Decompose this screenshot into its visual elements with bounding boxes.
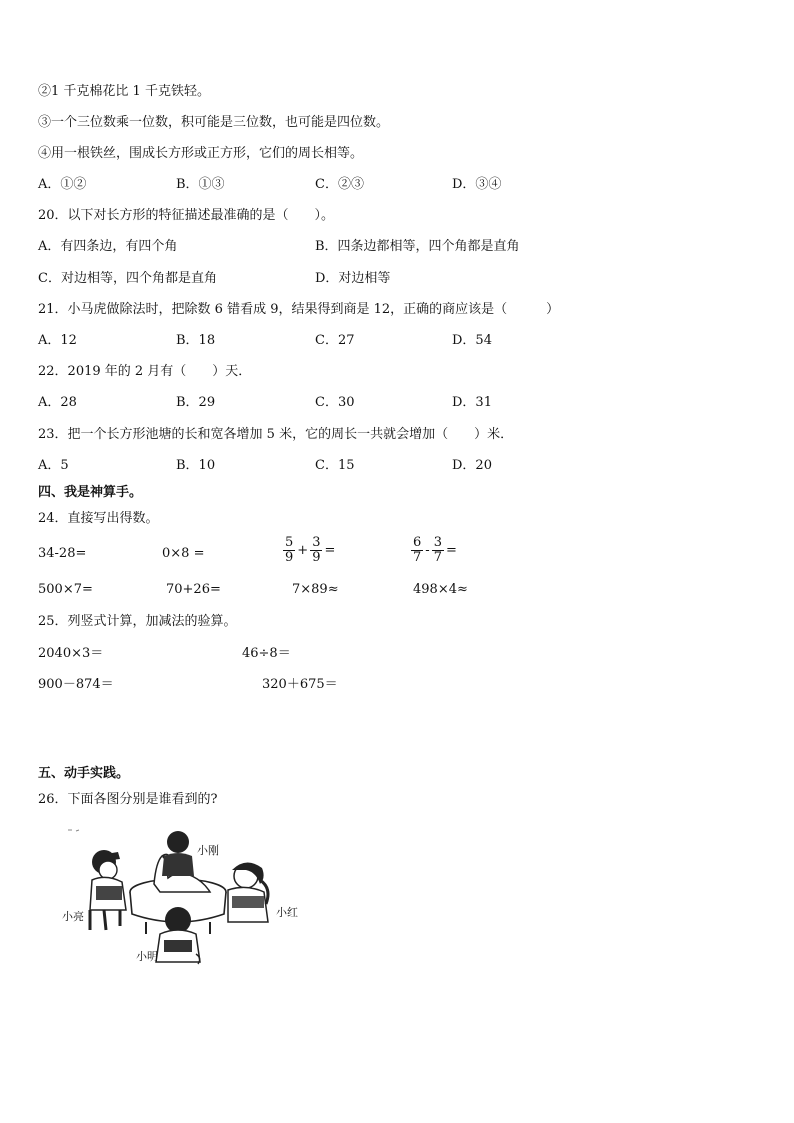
q25-item-1: 2040×3＝ — [38, 646, 104, 661]
q23-option-d: D．20 — [452, 458, 492, 473]
q23-stem: 23．把一个长方形池塘的长和宽各增加 5 米，它的周长一共就会增加（ ）米． — [38, 427, 514, 442]
q21-option-c: C．27 — [315, 333, 355, 348]
q21-option-d: D．54 — [452, 333, 492, 348]
label-xiaohong: 小红 — [276, 906, 298, 919]
q22-stem: 22．2019 年的 2 月有（ ）天． — [38, 364, 252, 379]
q22-option-d: D．31 — [452, 395, 492, 410]
q26-illustration — [60, 826, 320, 971]
q22-option-a: A．28 — [38, 395, 77, 410]
section-4-title: 四、我是神算手。 — [38, 485, 143, 500]
q21-stem: 21．小马虎做除法时，把除数 6 错看成 9，结果得到商是 12，正确的商应该是（ ） — [38, 302, 560, 317]
q24-item-2: 0×8 = — [162, 546, 205, 561]
q19-option-c: C．②③ — [315, 177, 364, 192]
q19-option-d: D．③④ — [452, 177, 502, 192]
q24-item-6: 70+26= — [166, 582, 221, 597]
label-xiaogang: 小刚 — [197, 844, 219, 857]
q24-fraction-expression-1 — [282, 536, 336, 565]
fraction — [432, 536, 444, 565]
statement-3: ③一个三位数乘一位数，积可能是三位数，也可能是四位数。 — [38, 115, 390, 130]
q21-option-a: A．12 — [38, 333, 77, 348]
q22-option-c: C．30 — [315, 395, 355, 410]
statement-4: ④用一根铁丝，围成长方形或正方形，它们的周长相等。 — [38, 146, 364, 161]
q26-stem: 26．下面各图分别是谁看到的? — [38, 792, 218, 807]
q24-item-5: 500×7= — [38, 582, 93, 597]
label-xiaoliang: 小亮 — [62, 910, 84, 923]
q20-option-b: B．四条边都相等，四个角都是直角 — [315, 239, 520, 254]
equals: = — [445, 542, 457, 558]
q23-option-b: B．10 — [176, 458, 216, 473]
statement-2: ②1 千克棉花比 1 千克铁轻。 — [38, 84, 210, 99]
q20-option-c: C．对边相等，四个角都是直角 — [38, 271, 217, 286]
q20-option-a: A．有四条边，有四个角 — [38, 239, 178, 254]
numerator: 3 — [433, 535, 442, 550]
fraction — [310, 536, 322, 565]
numerator: 5 — [285, 535, 294, 550]
operator: + — [297, 542, 309, 558]
denominator: 9 — [285, 550, 294, 565]
fraction — [411, 536, 423, 565]
children-around-table-illustration — [60, 826, 320, 971]
q24-item-7: 7×89≈ — [292, 582, 339, 597]
q24-item-8: 498×4≈ — [413, 582, 468, 597]
q20-stem: 20．以下对长方形的特征描述最准确的是（ ）。 — [38, 208, 335, 223]
numerator: 3 — [312, 535, 321, 550]
q25-stem: 25．列竖式计算，加减法的验算。 — [38, 614, 237, 629]
fraction — [283, 536, 295, 565]
q24-fraction-expression-2 — [410, 536, 458, 565]
q24-item-1: 34-28= — [38, 546, 87, 561]
q19-option-b: B．①③ — [176, 177, 225, 192]
q22-option-b: B．29 — [176, 395, 216, 410]
denominator: 9 — [312, 550, 321, 565]
q24-stem: 24．直接写出得数。 — [38, 511, 159, 526]
denominator: 7 — [433, 550, 442, 565]
q25-item-3: 900－874＝ — [38, 677, 114, 692]
q25-item-4: 320＋675＝ — [262, 677, 338, 692]
numerator: 6 — [413, 535, 422, 550]
operator: - — [425, 542, 430, 558]
q23-option-c: C．15 — [315, 458, 355, 473]
q20-option-d: D．对边相等 — [315, 271, 391, 286]
q21-option-b: B．18 — [176, 333, 216, 348]
q25-item-2: 46÷8＝ — [242, 646, 291, 661]
q19-option-a: A．①② — [38, 177, 87, 192]
label-xiaoming: 小明 — [136, 950, 158, 963]
q23-option-a: A．5 — [38, 458, 69, 473]
denominator: 7 — [413, 550, 422, 565]
section-5-title: 五、动手实践。 — [38, 766, 130, 781]
equals: = — [324, 542, 336, 558]
